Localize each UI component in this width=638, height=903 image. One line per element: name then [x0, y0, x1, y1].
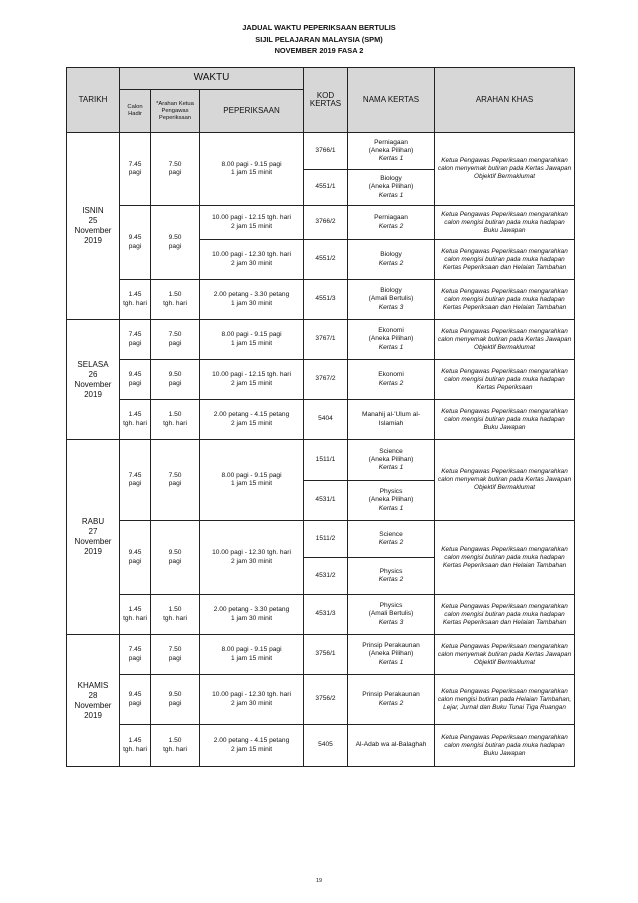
arahan-khas-cell: Ketua Pengawas Peperiksaan mengarahkan calon mengisi butiran pada muka hadapan Buku Jawapan [435, 400, 575, 440]
arahan-ketua-cell: 1.50 tgh. hari [151, 595, 200, 635]
arahan-khas-cell: Ketua Pengawas Peperiksaan mengarahkan calon mengisi butiran pada muka hadapan Buku Jawapan [435, 725, 575, 767]
peperiksaan-cell: 10.00 pagi - 12.15 tgh. hari 2 jam 15 minit [200, 206, 304, 240]
nama-kertas-cell: Prinsip Perakaunan (Aneka Pilihan) Kertas 1 [348, 635, 435, 675]
table-row [67, 675, 575, 725]
peperiksaan-cell: 2.00 petang - 3.30 petang 1 jam 30 minit [200, 280, 304, 320]
arahan-ketua-cell: 9.50 pagi [151, 360, 200, 400]
calon-hadir-cell: 1.45 tgh. hari [120, 725, 151, 767]
kod-kertas-cell: 5404 [304, 400, 348, 440]
table-row [67, 280, 575, 320]
day-cell: SELASA 26 November 2019 [67, 320, 120, 440]
peperiksaan-cell: 10.00 pagi - 12.30 tgh. hari 2 jam 30 minit [200, 240, 304, 280]
nama-kertas-cell: Biology (Amali Bertulis) Kertas 3 [348, 280, 435, 320]
header-arahan-khas: ARAHAN KHAS [435, 68, 575, 133]
arahan-khas-cell: Ketua Pengawas Peperiksaan mengarahkan calon menyemak butiran pada Kertas Jawapan Objektif Bermaklumat [435, 320, 575, 360]
nama-kertas-cell: Ekonomi (Aneka Pilihan) Kertas 1 [348, 320, 435, 360]
peperiksaan-cell: 10.00 pagi - 12.30 tgh. hari 2 jam 30 minit [200, 521, 304, 595]
kod-kertas-cell: 3767/2 [304, 360, 348, 400]
kod-kertas-cell: 3766/2 [304, 206, 348, 240]
timetable-body [67, 133, 575, 767]
title-line-3: NOVEMBER 2019 FASA 2 [274, 46, 364, 55]
calon-hadir-cell: 7.45 pagi [120, 133, 151, 206]
header-waktu: WAKTU [120, 68, 304, 90]
calon-hadir-cell: 7.45 pagi [120, 440, 151, 521]
arahan-khas-cell: Ketua Pengawas Peperiksaan mengarahkan calon mengisi butiran pada muka hadapan Kertas Peperiksaan dan Helaian Tambahan [435, 240, 575, 280]
arahan-ketua-cell: 7.50 pagi [151, 635, 200, 675]
nama-kertas-cell: Perniagaan (Aneka Pilihan) Kertas 1 [348, 133, 435, 170]
nama-kertas-cell: Prinsip Perakaunan Kertas 2 [348, 675, 435, 725]
calon-hadir-cell: 1.45 tgh. hari [120, 400, 151, 440]
peperiksaan-cell: 8.00 pagi - 9.15 pagi 1 jam 15 minit [200, 635, 304, 675]
peperiksaan-cell: 2.00 petang - 4.15 petang 2 jam 15 minit [200, 400, 304, 440]
table-row [67, 595, 575, 635]
table-row [67, 440, 575, 481]
table-row [67, 360, 575, 400]
calon-hadir-cell: 9.45 pagi [120, 206, 151, 280]
kod-kertas-cell: 1511/1 [304, 440, 348, 481]
nama-kertas-cell: Science Kertas 2 [348, 521, 435, 558]
kod-kertas-cell: 4531/1 [304, 481, 348, 521]
peperiksaan-cell: 2.00 petang - 4.15 petang 2 jam 15 minit [200, 725, 304, 767]
arahan-ketua-cell: 7.50 pagi [151, 133, 200, 206]
day-cell: RABU 27 November 2019 [67, 440, 120, 635]
header-tarikh: TARIKH [67, 68, 120, 133]
calon-hadir-cell: 9.45 pagi [120, 360, 151, 400]
header-peperiksaan: PEPERIKSAAN [200, 90, 304, 133]
arahan-khas-cell: Ketua Pengawas Peperiksaan mengarahkan calon mengisi butiran pada Helaian Tambahan, Lejar, Jurnal dan Buku Tunai Tiga Ruangan [435, 675, 575, 725]
table-row [67, 320, 575, 360]
title-line-2: SIJIL PELAJARAN MALAYSIA (SPM) [255, 34, 383, 44]
kod-kertas-cell: 4531/2 [304, 558, 348, 595]
table-row [67, 400, 575, 440]
kod-kertas-cell: 4531/3 [304, 595, 348, 635]
calon-hadir-cell: 9.45 pagi [120, 675, 151, 725]
peperiksaan-cell: 8.00 pagi - 9.15 pagi 1 jam 15 minit [200, 320, 304, 360]
nama-kertas-cell: Science (Aneka Pilihan) Kertas 1 [348, 440, 435, 481]
day-cell: ISNIN 25 November 2019 [67, 133, 120, 320]
arahan-ketua-cell: 1.50 tgh. hari [151, 280, 200, 320]
peperiksaan-cell: 10.00 pagi - 12.30 tgh. hari 2 jam 30 minit [200, 675, 304, 725]
nama-kertas-cell: Manahij al-'Ulum al-Islamiah [348, 400, 435, 440]
table-row [67, 206, 575, 240]
nama-kertas-cell: Perniagaan Kertas 2 [348, 206, 435, 240]
table-row [67, 133, 575, 170]
calon-hadir-cell: 1.45 tgh. hari [120, 595, 151, 635]
page-number: 19 [315, 878, 323, 884]
kod-kertas-cell: 3767/1 [304, 320, 348, 360]
calon-hadir-cell: 9.45 pagi [120, 521, 151, 595]
day-cell: KHAMIS 28 November 2019 [67, 635, 120, 767]
arahan-khas-cell: Ketua Pengawas Peperiksaan mengarahkan calon menyemak butiran pada Kertas Jawapan Objektif Bermaklumat [435, 133, 575, 206]
document-title-block [0, 22, 638, 57]
title-line-1: JADUAL WAKTU PEPERIKSAAN BERTULIS [242, 23, 396, 32]
kod-kertas-cell: 1511/2 [304, 521, 348, 558]
kod-kertas-cell: 4551/3 [304, 280, 348, 320]
calon-hadir-cell: 7.45 pagi [120, 320, 151, 360]
calon-hadir-cell: 7.45 pagi [120, 635, 151, 675]
table-row [67, 521, 575, 558]
kod-kertas-cell: 3756/1 [304, 635, 348, 675]
peperiksaan-cell: 8.00 pagi - 9.15 pagi 1 jam 15 minit [200, 133, 304, 206]
arahan-khas-cell: Ketua Pengawas Peperiksaan mengarahkan calon menyemak butiran pada Kertas Jawapan Objektif Bermaklumat [435, 440, 575, 521]
peperiksaan-cell: 10.00 pagi - 12.15 tgh. hari 2 jam 15 minit [200, 360, 304, 400]
header-kod-kertas: KOD KERTAS [304, 68, 348, 133]
peperiksaan-cell: 2.00 petang - 3.30 petang 1 jam 30 minit [200, 595, 304, 635]
arahan-ketua-cell: 7.50 pagi [151, 440, 200, 521]
header-calon-hadir: Calon Hadir [120, 90, 151, 133]
nama-kertas-cell: Biology Kertas 2 [348, 240, 435, 280]
arahan-ketua-cell: 9.50 pagi [151, 521, 200, 595]
arahan-khas-cell: Ketua Pengawas Peperiksaan mengarahkan calon mengisi butiran pada muka hadapan Kertas Peperiksaan [435, 360, 575, 400]
kod-kertas-cell: 4551/2 [304, 240, 348, 280]
arahan-khas-cell: Ketua Pengawas Peperiksaan mengarahkan calon menyemak butiran pada Kertas Jawapan Objektif Bermaklumat [435, 635, 575, 675]
kod-kertas-cell: 3756/2 [304, 675, 348, 725]
peperiksaan-cell: 8.00 pagi - 9.15 pagi 1 jam 15 minit [200, 440, 304, 521]
arahan-khas-cell: Ketua Pengawas Peperiksaan mengarahkan calon mengisi butiran pada muka hadapan Buku Jawapan [435, 206, 575, 240]
kod-kertas-cell: 3766/1 [304, 133, 348, 170]
kod-kertas-cell: 4551/1 [304, 170, 348, 206]
table-row [67, 635, 575, 675]
arahan-khas-cell: Ketua Pengawas Peperiksaan mengarahkan calon mengisi butiran pada muka hadapan Kertas Peperiksaan dan Helaian Tambahan [435, 521, 575, 595]
nama-kertas-cell: Physics (Aneka Pilihan) Kertas 1 [348, 481, 435, 521]
header-nama-kertas: NAMA KERTAS [348, 68, 435, 133]
arahan-khas-cell: Ketua Pengawas Peperiksaan mengarahkan calon mengisi butiran pada muka hadapan Kertas Peperiksaan dan Helaian Tambahan [435, 595, 575, 635]
nama-kertas-cell: Physics (Amali Bertulis) Kertas 3 [348, 595, 435, 635]
nama-kertas-cell: Ekonomi Kertas 2 [348, 360, 435, 400]
nama-kertas-cell: Physics Kertas 2 [348, 558, 435, 595]
nama-kertas-cell: Al-Adab wa al-Balaghah [348, 725, 435, 767]
arahan-ketua-cell: 1.50 tgh. hari [151, 400, 200, 440]
arahan-ketua-cell: 9.50 pagi [151, 206, 200, 280]
arahan-ketua-cell: 7.50 pagi [151, 320, 200, 360]
arahan-khas-cell: Ketua Pengawas Peperiksaan mengarahkan calon mengisi butiran pada muka hadapan Kertas Peperiksaan dan Helaian Tambahan [435, 280, 575, 320]
exam-timetable [66, 67, 575, 767]
kod-kertas-cell: 5405 [304, 725, 348, 767]
calon-hadir-cell: 1.45 tgh. hari [120, 280, 151, 320]
arahan-ketua-cell: 9.50 pagi [151, 675, 200, 725]
table-row [67, 725, 575, 767]
header-arahan-ketua: *Arahan Ketua Pengawas Peperiksaan [151, 90, 200, 133]
nama-kertas-cell: Biology (Aneka Pilihan) Kertas 1 [348, 170, 435, 206]
arahan-ketua-cell: 1.50 tgh. hari [151, 725, 200, 767]
